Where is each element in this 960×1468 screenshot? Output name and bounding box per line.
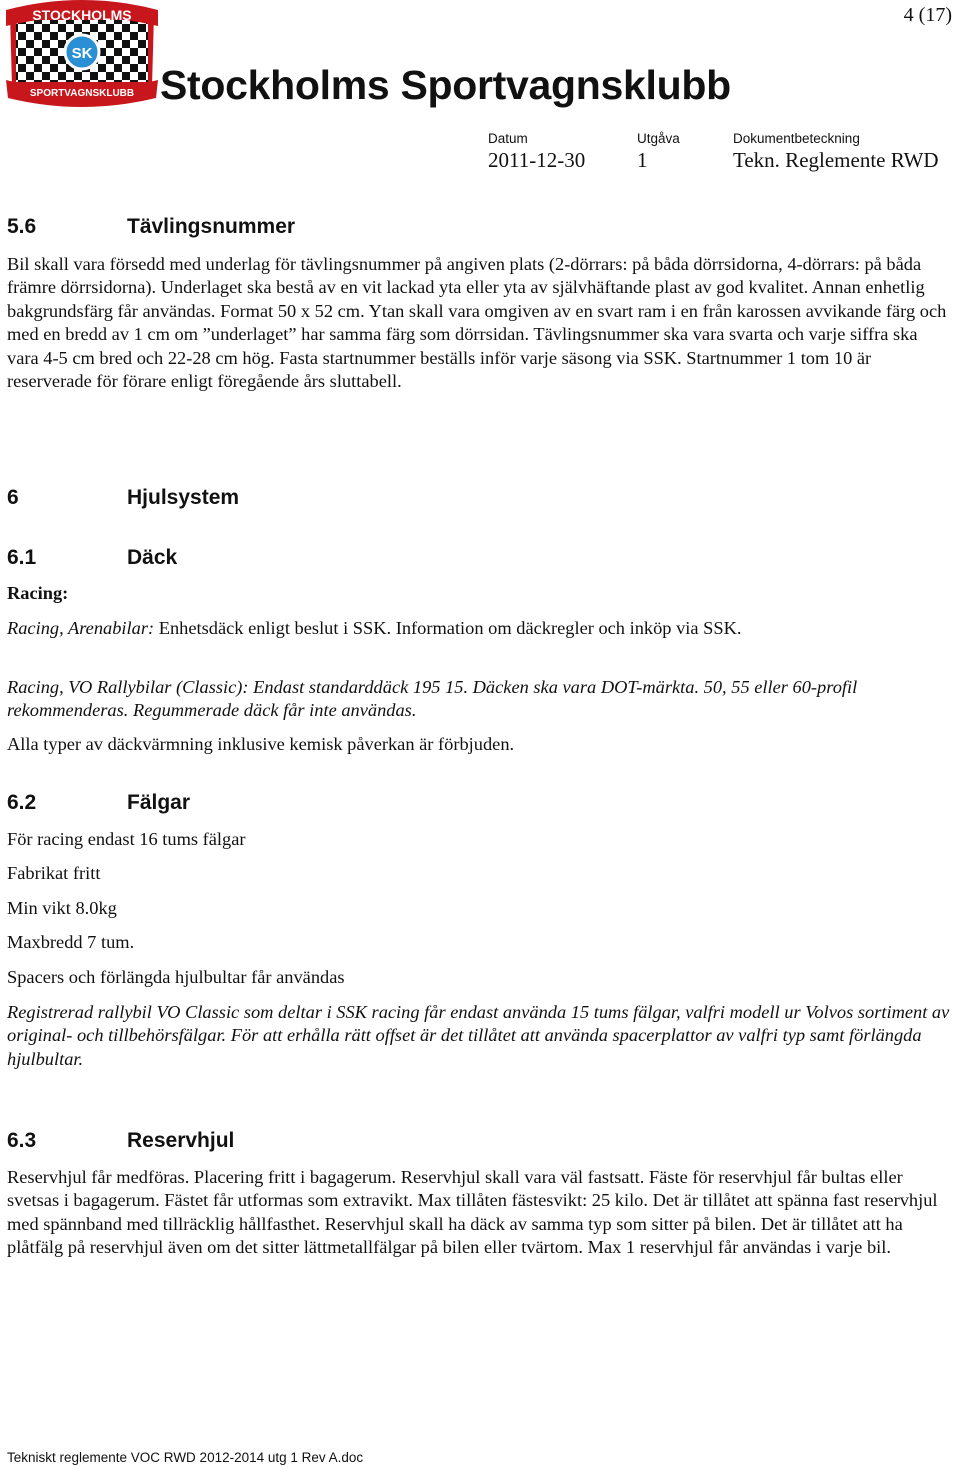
section-5-6-body: Bil skall vara försedd med underlag för tävlingsnummer på angiven plats (2-dörrars: på båda dörrsidorna, 4-dörrars: på båda främre dörrsidorna). Underlaget ska bestå av en vit lackad yta eller yta av självhäftande plast av god kvalitet. Annan enhetlig bakgrundsfärg får användas. Format 50 x 52 cm. Ytan skall vara omgiven av en svart ram i en från karossen avvikande färg och med en bredd av 1 cm om ”underlaget” har samma färg som dörrsidan. Tävlingsnummer ska vara svarta och varje siffra ska vara 4-5 cm bred och 22-28 cm hög. Fasta startnummer beställs inför varje säsong via SSK. Startnummer 1 tom 10 är reserverade för förare enligt föregående års sluttabell. (7, 254, 947, 392)
date-value: 2011-12-30 (488, 148, 586, 172)
rim-rule-spacers: Spacers och förlängda hjulbultar får användas (7, 967, 345, 987)
section-title: Hjulsystem (127, 486, 240, 509)
tire-rule-arena (7, 617, 952, 640)
rim-rule-make: Fabrikat fritt (7, 863, 101, 883)
logo-emblem-text: SK (71, 45, 93, 62)
rim-rule-weight: Min vikt 8.0kg (7, 898, 117, 918)
section-number: 6.3 (7, 1129, 37, 1152)
date-label: Datum (488, 131, 528, 146)
tire-rule-arena-text: Enhetsdäck enligt beslut i SSK. Information om däckregler och inköp via SSK. (154, 618, 742, 638)
organization-name: Stockholms Sportvagnsklubb (160, 62, 731, 108)
footer-text: Tekniskt reglemente VOC RWD 2012-2014 utg 1 Rev A.doc (7, 1450, 364, 1465)
tire-warming-rule: Alla typer av däckvärmning inklusive kemisk påverkan är förbjuden. (7, 734, 515, 754)
section-title: Tävlingsnummer (127, 215, 296, 238)
section-title: Däck (127, 546, 178, 569)
section-number: 6.2 (7, 791, 37, 814)
tire-rule-arena-label: Racing, Arenabilar: (7, 618, 155, 638)
tire-rule-rally: Racing, VO Rallybilar (Classic): Endast standarddäck 195 15. Däcken ska vara DOT-märkta. 50, 55 eller 60-profil rekommenderas. Regummerade däck får inte användas. (7, 677, 858, 721)
logo-bottom-text: SPORTVAGNSKLUBB (29, 88, 135, 99)
racing-subheading: Racing: (7, 583, 69, 603)
rim-rule-size: För racing endast 16 tums fälgar (7, 829, 246, 849)
doc-value: Tekn. Reglemente RWD (733, 148, 939, 172)
club-logo (2, 0, 162, 112)
doc-label: Dokumentbeteckning (733, 131, 860, 146)
section-number: 5.6 (7, 215, 37, 238)
rim-rule-rally: Registrerad rallybil VO Classic som deltar i SSK racing får endast använda 15 tums fälgar, valfri modell ur Volvos sortiment av original- och tillbehörsfälgar. För att erhålla rätt offset är det tillåtet att använda spacerplattor av valfri typ samt förlängda hjulbultar. (7, 1002, 950, 1069)
section-number: 6.1 (7, 546, 37, 569)
section-6-3-body: Reservhjul får medföras. Placering fritt i bagagerum. Reservhjul skall vara väl fastsatt. Fäste för reservhjul får bultas eller svetsas i bagagerum. Fästet får utformas som extravikt. Max tillåten fästesvikt: 25 kilo. Det är tillåtet att spänna fast reservhjul med spännband med tillräcklig hållfasthet. Reservhjul skall ha däck av samma typ som sitter på bilen. Det är tillåtet att ha plåtfälg på reservhjul även om det sitter lättmetallfälgar på bilen eller tvärtom. Max 1 reservhjul får användas i varje bil. (7, 1167, 938, 1258)
section-number: 6 (7, 486, 19, 509)
edition-label: Utgåva (637, 131, 680, 146)
rim-rule-width: Maxbredd 7 tum. (7, 932, 135, 952)
logo-top-text: STOCKHOLMS (32, 7, 132, 23)
page-number: 4 (17) (903, 4, 952, 26)
edition-value: 1 (637, 148, 648, 172)
section-title: Reservhjul (127, 1129, 235, 1152)
section-title: Fälgar (127, 791, 191, 814)
